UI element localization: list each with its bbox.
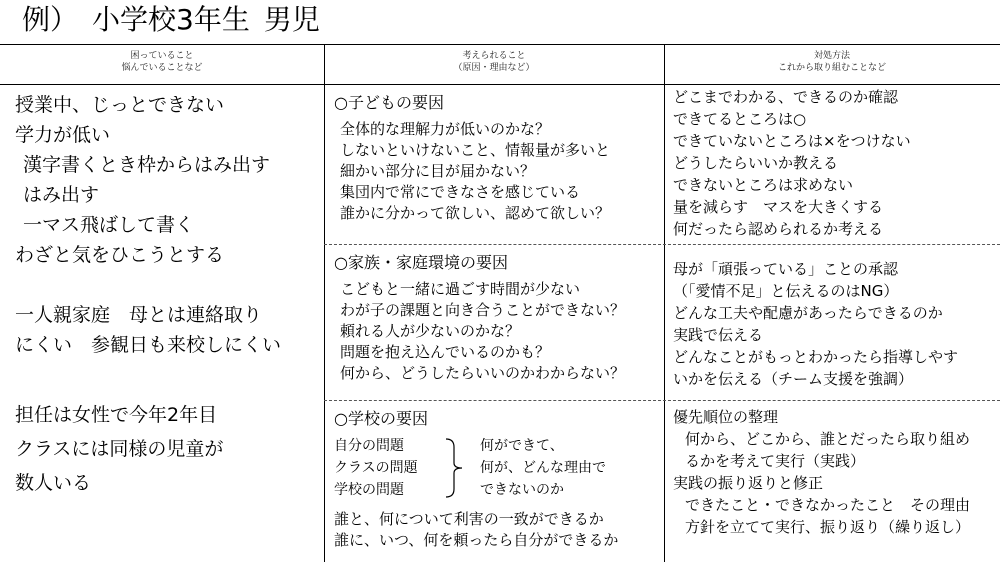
section-heading: ○学校の要因 <box>334 409 428 428</box>
question-item: できないのか <box>480 482 564 498</box>
problem-scope-item: 学校の問題 <box>334 482 404 498</box>
problem-line: 学力が低い <box>15 124 111 146</box>
cause-line: 誰に、いつ、何を頼ったら自分ができるか <box>334 531 619 549</box>
right-brace-icon <box>442 437 472 499</box>
cause-line: しないといけないこと、情報量が多いと <box>340 141 611 159</box>
action-line: できてるところは○ <box>673 110 807 128</box>
action-line: 方針を立てて実行、振り返り（繰り返し） <box>685 518 971 536</box>
cause-line: こどもと一緒に過ごす時間が少ない <box>340 280 581 298</box>
action-line: できないところは求めない <box>673 176 854 194</box>
problem-line: 授業中、じっとできない <box>15 94 225 116</box>
problem-scope-list <box>334 435 418 501</box>
cause-line: 全体的な理解力が低いのかな？ <box>340 120 551 138</box>
action-line: どうしたらいいか教える <box>673 154 839 172</box>
action-line: 何だったら認められるか考える <box>673 220 884 238</box>
row-divider-1 <box>324 244 1000 245</box>
problem-line: 漢字書くとき枠からはみ出す <box>23 154 271 176</box>
cause-line: 集団内で常にできなさを感じている <box>340 183 581 201</box>
problem-scope-item: 自分の問題 <box>334 438 404 454</box>
problem-line: 一人親家庭 母とは連絡取り <box>15 304 263 326</box>
page-title <box>22 0 334 40</box>
child-factors <box>334 90 610 224</box>
school-factors <box>334 406 658 551</box>
column-divider-2 <box>664 44 665 562</box>
action-line: できていないところは×をつけない <box>673 132 911 150</box>
cause-line: わが子の課題と向き合うことができない？ <box>340 301 626 319</box>
column-header-actions <box>664 50 1000 74</box>
header-divider <box>0 84 1000 85</box>
title-prefix: 例） <box>22 3 79 36</box>
problems-group-2 <box>15 300 281 360</box>
title-gender: 男児 <box>263 3 320 36</box>
section-heading: ○家族・家庭環境の要因 <box>334 253 508 272</box>
header-line: 悩んでいることなど <box>121 63 203 73</box>
column-header-problems <box>0 50 324 74</box>
problem-line: にくい 参観日も来校しにくい <box>15 334 282 356</box>
family-factors <box>334 250 625 384</box>
section-heading: ○子どもの要因 <box>334 93 444 112</box>
header-line: 考えられること <box>462 51 526 61</box>
action-line: いかを伝える（チーム支援を強調） <box>673 370 914 388</box>
header-line: これから取り組むことなど <box>777 63 886 73</box>
action-line: るかを考えて実行（実践） <box>685 452 866 470</box>
column-header-causes <box>324 50 664 74</box>
column-divider-1 <box>324 44 325 562</box>
header-line: （原因・理由など） <box>453 63 535 73</box>
question-list <box>480 435 606 501</box>
title-subject: 小学校3年生 <box>92 3 250 36</box>
problem-line: 数人いる <box>15 472 92 494</box>
action-line: どんな工夫や配慮があったらできるのか <box>673 304 943 322</box>
problem-line: クラスには同様の児童が <box>15 438 224 460</box>
action-line: 量を減らす マスを大きくする <box>673 198 884 216</box>
action-line: どんなことがもっとわかったら指導しやす <box>673 348 959 366</box>
actions-block-1 <box>673 86 911 240</box>
header-line: 困っていること <box>130 51 194 61</box>
action-line: 優先順位の整理 <box>673 408 779 426</box>
problem-line: 担任は女性で今年2年目 <box>15 404 218 426</box>
school-problem-grouping <box>334 435 658 501</box>
cause-line: 誰かに分かって欲しい、認めて欲しい？ <box>340 204 611 222</box>
action-line: 母が「頑張っている」ことの承認 <box>673 260 899 278</box>
action-line: どこまでわかる、できるのか確認 <box>673 88 899 106</box>
action-line: 実践で伝える <box>673 326 764 344</box>
table-top-border <box>0 44 1000 45</box>
question-item: 何ができて、 <box>480 438 564 454</box>
cause-line: 何から、どうしたらいいのかわからない？ <box>340 364 626 382</box>
cause-line: 頼れる人が少ないのかな？ <box>340 322 521 340</box>
consultation-table <box>0 44 1000 562</box>
header-line: 対処方法 <box>813 51 850 61</box>
problem-line: 一マス飛ばして書く <box>23 214 195 236</box>
action-line: 実践の振り返りと修正 <box>673 474 824 492</box>
problems-group-1 <box>15 90 270 270</box>
cause-line: 問題を抱え込んでいるのかも？ <box>340 343 551 361</box>
action-line: （「愛情不足」と伝えるのはNG） <box>673 282 899 300</box>
action-line: できたこと・できなかったこと その理由 <box>685 496 971 514</box>
cause-line: 誰と、何について利害の一致ができるか <box>334 510 604 528</box>
problem-scope-item: クラスの問題 <box>334 460 418 476</box>
row-divider-2 <box>324 400 1000 401</box>
actions-block-2 <box>673 258 958 390</box>
cause-line: 細かい部分に目が届かない？ <box>340 162 536 180</box>
question-item: 何が、どんな理由で <box>480 460 606 476</box>
action-line: 何から、どこから、誰とだったら取り組め <box>685 430 971 448</box>
problems-group-3 <box>15 398 223 500</box>
problem-line: はみ出す <box>23 184 100 206</box>
problem-line: わざと気をひこうとする <box>15 244 225 266</box>
actions-block-3 <box>673 406 970 538</box>
